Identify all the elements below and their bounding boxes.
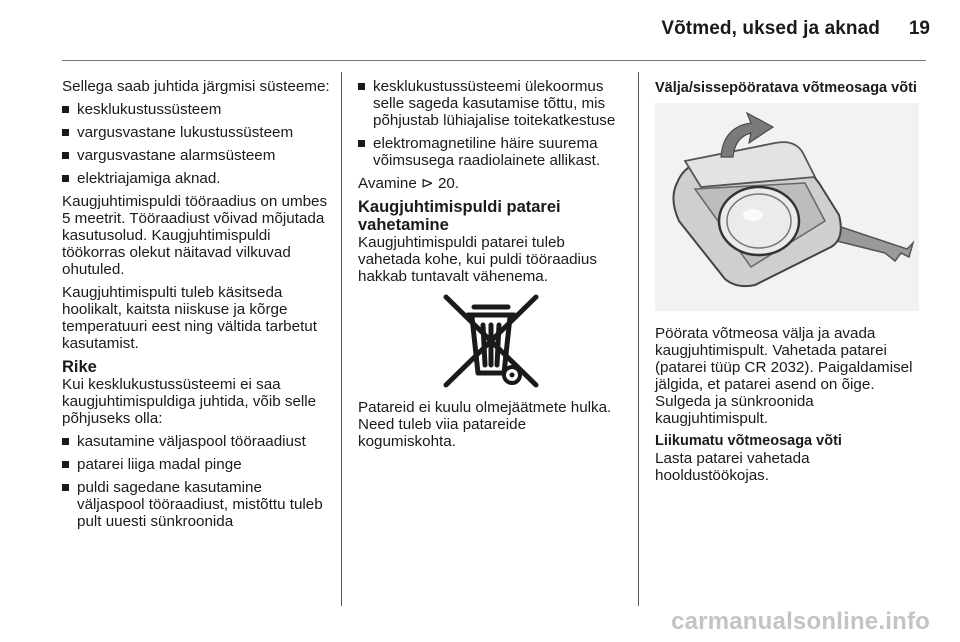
page-header-title: Võtmed, uksed ja aknad bbox=[661, 18, 880, 39]
fixed-key-paragraph: Lasta patarei vahetada hooldustöökojas. bbox=[655, 450, 810, 484]
list-item: patarei liiga madal pinge bbox=[62, 456, 330, 473]
list-item: kesklukustussüsteem bbox=[62, 101, 330, 118]
header-rule bbox=[62, 60, 926, 61]
column-3 bbox=[655, 78, 923, 490]
intro-paragraph: Sellega saab juhtida järgmisi süsteeme: bbox=[62, 78, 330, 95]
watermark: carmanualsonline.info bbox=[671, 608, 930, 635]
battery-heading: Kaugjuhtimispuldi patarei vahetamine bbox=[358, 198, 561, 234]
column-1 bbox=[62, 78, 330, 536]
page-number: 19 bbox=[908, 18, 930, 39]
folding-key-heading: Välja/sissepööratava võtmeosaga võti bbox=[655, 80, 917, 96]
list-item: kasutamine väljaspool tööraadiust bbox=[62, 433, 330, 450]
fault-list bbox=[62, 433, 330, 530]
column-separator-1 bbox=[341, 72, 342, 606]
battery-paragraph: Kaugjuhtimispuldi patarei tuleb vahetada kohe, kui puldi tööraadius hakkab tuntavalt vähenema. bbox=[358, 234, 597, 285]
list-item: puldi sagedane kasutamine väljaspool tööraadiust, mistõttu tuleb pult uuesti sünkroonida bbox=[62, 479, 330, 530]
list-item: elektromagnetiline häire suurema võimsusega raadiolainete allikast. bbox=[358, 135, 624, 169]
fault-intro-paragraph: Kui kesklukustussüsteemi ei saa kaugjuhtimispuldiga juhtida, võib selle põhjuseks olla: bbox=[62, 376, 317, 427]
list-item: elektriajamiga aknad. bbox=[62, 170, 330, 187]
range-paragraph: Kaugjuhtimispuldi tööraadius on umbes 5 meetrit. Tööraadiust võivad mõjutada kasutusolud. Kaugjuhtimispuldi töökorras olekut näitavad vilkuvad ohutuled. bbox=[62, 193, 328, 278]
systems-list bbox=[62, 101, 330, 187]
column-2 bbox=[358, 78, 624, 456]
column-separator-2 bbox=[638, 72, 639, 606]
remote-key-battery-illustration bbox=[655, 103, 919, 311]
fault-list-continued bbox=[358, 78, 624, 169]
list-item: vargusvastane alarmsüsteem bbox=[62, 147, 330, 164]
disposal-paragraph: Patareid ei kuulu olmejäätmete hulka. Need tuleb viia patareide kogumiskohta. bbox=[358, 399, 612, 450]
list-item: vargusvastane lukustussüsteem bbox=[62, 124, 330, 141]
fixed-key-heading: Liikumatu võtmeosaga võti bbox=[655, 433, 842, 449]
crossed-out-bin-icon bbox=[438, 293, 544, 389]
care-paragraph: Kaugjuhtimispulti tuleb käsitseda hoolikalt, kaitsta niiskuse ja kõrge temperatuuri eest ning vältida tarbetut kasutamist. bbox=[62, 284, 317, 352]
folding-key-paragraph: Pöörata võtmeosa välja ja avada kaugjuhtimispult. Vahetada patarei (patarei tüüp CR 2032). Paigaldamisel jälgida, et patarei asend on õige. Sulgeda ja sünkroonida kaugjuhtimispult. bbox=[655, 325, 913, 427]
list-item: kesklukustussüsteemi ülekoormus selle sageda kasutamise tõttu, mis põhjustab lühiajalise toitekatkestuse bbox=[358, 78, 624, 129]
unlock-reference: Avamine ⊳ 20. bbox=[358, 175, 460, 192]
fault-heading: Rike bbox=[62, 358, 97, 376]
